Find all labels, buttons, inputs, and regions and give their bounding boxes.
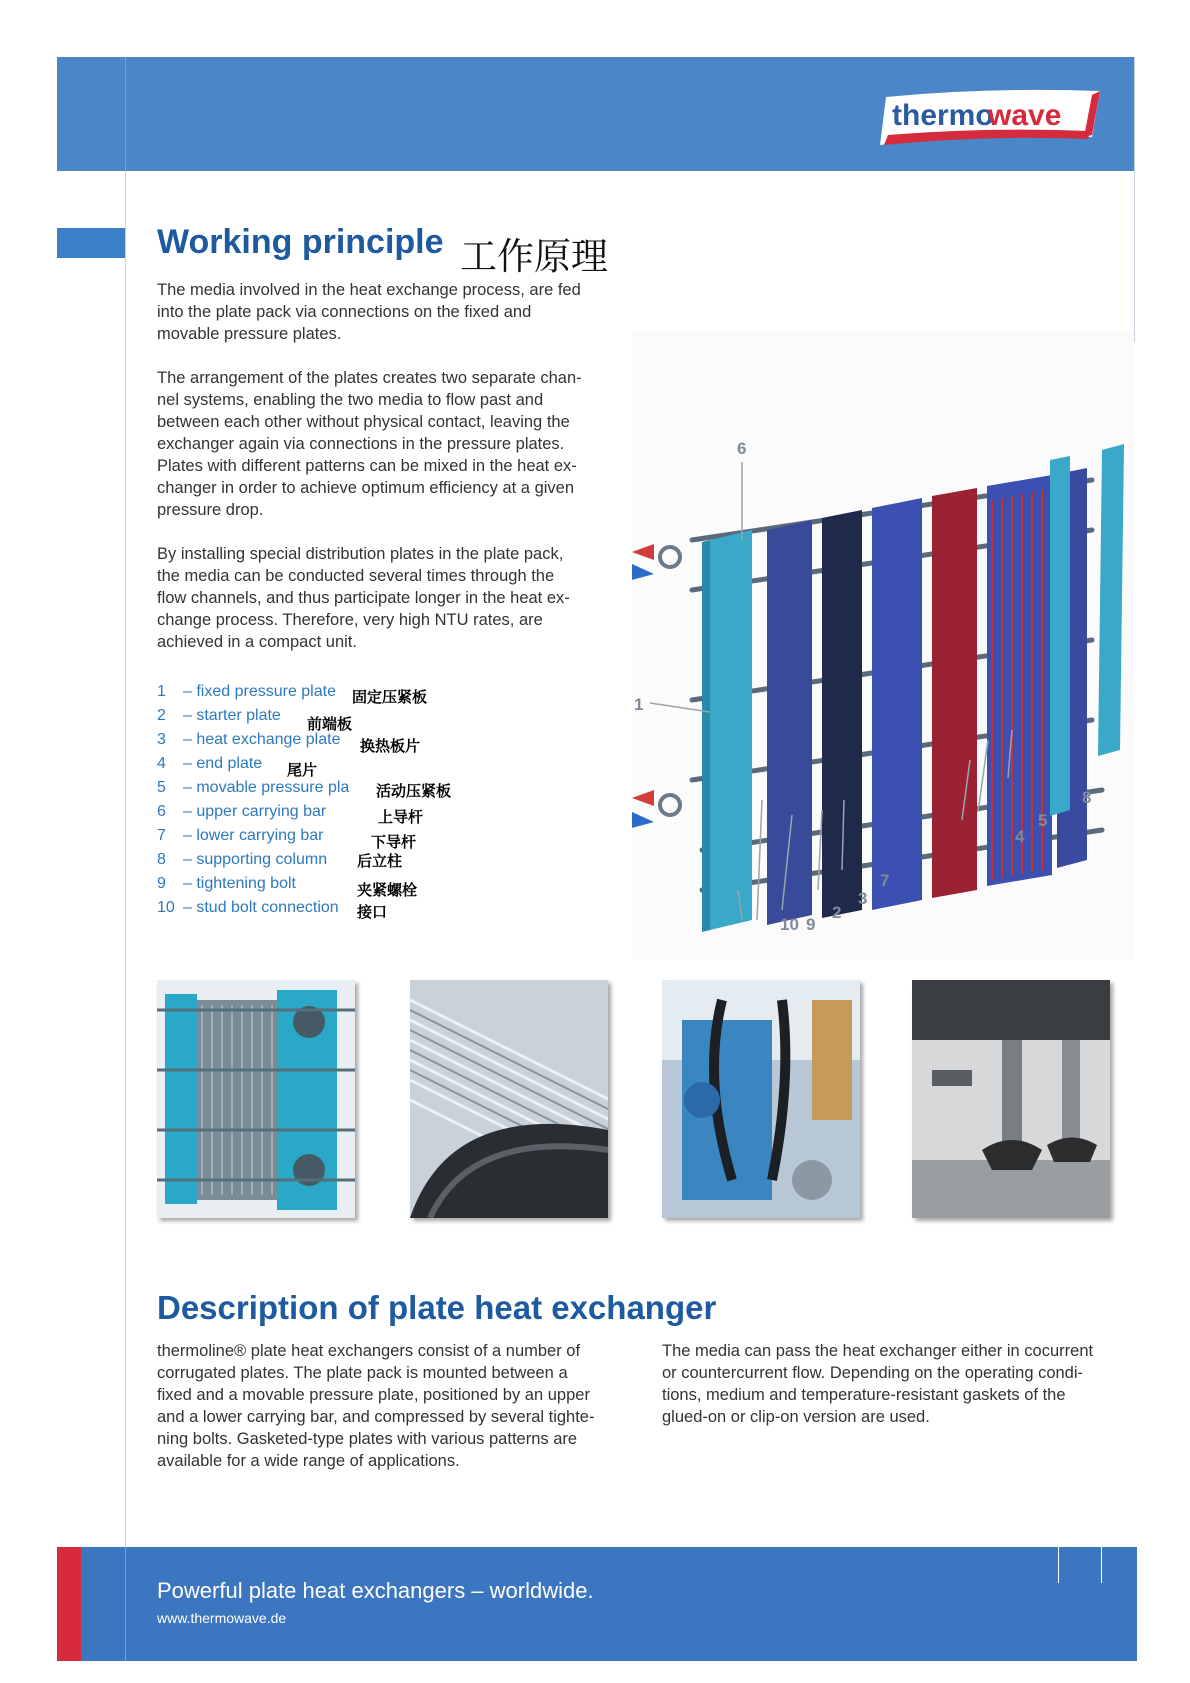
text-line: available for a wide range of applications. [157, 1452, 460, 1470]
callout-3: 3 [858, 889, 868, 908]
part-label: – starter plate [183, 707, 281, 724]
part-item-9 [157, 875, 296, 897]
svg-text:wave: wave [988, 99, 1062, 132]
header-divider [125, 57, 126, 171]
frame-line-right [1134, 57, 1135, 342]
part-cn-6: 上导杆 [378, 809, 424, 826]
part-cn-3: 换热板片 [360, 738, 421, 755]
part-number: 1 [157, 683, 166, 700]
photo-plate-heat-exchanger [157, 980, 355, 1218]
footer-band [57, 1547, 1137, 1661]
frame-line-left [125, 57, 126, 1661]
part-item-6 [157, 803, 326, 825]
callout-9: 9 [806, 915, 816, 934]
part-item-4 [157, 755, 262, 777]
part-label: – fixed pressure plate [183, 683, 336, 700]
paragraph-arrangement [157, 367, 602, 521]
text-line: and a lower carrying bar, and compressed by several tighte- [157, 1408, 595, 1426]
thermowave-logo [878, 87, 1102, 149]
section-title: Working principle [157, 223, 444, 261]
callout-2: 2 [832, 903, 842, 922]
text-line: movable pressure plates. [157, 325, 342, 343]
text-line: between each other without physical contact, leaving the [157, 413, 570, 431]
section-marker [57, 228, 125, 258]
heat-exchanger-diagram [632, 330, 1134, 960]
part-cn-7: 下导杆 [371, 834, 417, 851]
callout-5: 5 [1038, 811, 1048, 830]
part-number: 6 [157, 803, 166, 820]
part-label: – tightening bolt [183, 875, 296, 892]
text-line: glued-on or clip-on version are used. [662, 1408, 930, 1426]
part-cn-2: 前端板 [307, 716, 353, 733]
callout-6: 6 [737, 439, 747, 458]
callout-7: 7 [880, 871, 890, 890]
photo-gasket-fitting [912, 980, 1110, 1218]
part-label: – movable pressure pla [183, 779, 350, 796]
paragraph-intro [157, 279, 602, 345]
part-cn-9: 夹紧螺栓 [357, 882, 418, 899]
part-label: – heat exchange plate [183, 731, 341, 748]
part-label: – lower carrying bar [183, 827, 324, 844]
part-cn-4: 尾片 [287, 762, 318, 779]
footer-slogan: Powerful plate heat exchangers – worldwide. [157, 1578, 594, 1603]
footer-tick-1 [1058, 1547, 1059, 1583]
part-item-8 [157, 851, 327, 873]
part-number: 5 [157, 779, 166, 796]
footer-website-link[interactable]: www.thermowave.de [157, 1610, 287, 1626]
part-cn-5: 活动压紧板 [376, 783, 452, 800]
text-line: exchanger again via connections in the pressure plates. [157, 435, 565, 453]
text-line: ning bolts. Gasketed-type plates with various patterns are [157, 1430, 578, 1448]
text-line: the media can be conducted several times through the [157, 567, 555, 585]
part-number: 8 [157, 851, 166, 868]
text-line: achieved in a compact unit. [157, 633, 357, 651]
text-line: thermoline® plate heat exchangers consist of a number of [157, 1342, 581, 1360]
text-line: By installing special distribution plates in the plate pack, [157, 545, 564, 563]
text-line: The arrangement of the plates creates two separate chan- [157, 369, 582, 387]
part-item-2 [157, 707, 281, 729]
part-number: 9 [157, 875, 166, 892]
paragraph-distribution [157, 543, 602, 653]
description-right-column [662, 1340, 1124, 1428]
section-title-chinese: 工作原理 [460, 235, 608, 278]
part-number: 7 [157, 827, 166, 844]
part-cn-8: 后立柱 [357, 853, 403, 870]
text-line: The media can pass the heat exchanger either in cocurrent [662, 1342, 1094, 1360]
part-cn-1: 固定压紧板 [352, 689, 428, 706]
text-line: into the plate pack via connections on the fixed and [157, 303, 532, 321]
footer-tick-2 [1101, 1547, 1102, 1583]
text-line: changer in order to achieve optimum efficiency at a given [157, 479, 575, 497]
part-number: 2 [157, 707, 166, 724]
part-label: – stud bolt connection [183, 899, 339, 916]
callout-8: 8 [1082, 788, 1092, 807]
callout-1: 1 [634, 695, 644, 714]
part-number: 4 [157, 755, 166, 772]
text-line: tions, medium and temperature-resistant gaskets of the [662, 1386, 1066, 1404]
text-line: flow channels, and thus participate longer in the heat ex- [157, 589, 570, 607]
footer-divider [125, 1547, 126, 1661]
description-left-column [157, 1340, 612, 1472]
text-line: corrugated plates. The plate pack is mounted between a [157, 1364, 568, 1382]
text-line: nel systems, enabling the two media to flow past and [157, 391, 544, 409]
part-number: 3 [157, 731, 166, 748]
text-line: pressure drop. [157, 501, 264, 519]
part-label: – end plate [183, 755, 263, 772]
part-item-1 [157, 683, 336, 705]
photo-production-machine [662, 980, 860, 1218]
svg-text:thermo: thermo [892, 99, 994, 132]
text-line: fixed and a movable pressure plate, positioned by an upper [157, 1386, 590, 1404]
callout-4: 4 [1015, 827, 1025, 846]
text-line: Plates with different patterns can be mixed in the heat ex- [157, 457, 577, 475]
text-line: or countercurrent flow. Depending on the operating condi- [662, 1364, 1084, 1382]
photo-corrugated-plate [410, 980, 608, 1218]
text-line: The media involved in the heat exchange process, are fed [157, 281, 581, 299]
footer-red-stripe [57, 1547, 81, 1661]
part-item-7 [157, 827, 324, 849]
description-title: Description of plate heat exchanger [157, 1289, 717, 1326]
part-cn-10: 接口 [357, 904, 388, 921]
part-label: – supporting column [183, 851, 328, 868]
callout-10: 10 [780, 915, 799, 934]
text-line: change process. Therefore, very high NTU rates, are [157, 611, 543, 629]
part-item-10 [157, 899, 339, 921]
part-number: 10 [157, 899, 175, 916]
part-item-5 [157, 779, 349, 801]
part-item-3 [157, 731, 340, 753]
part-label: – upper carrying bar [183, 803, 327, 820]
